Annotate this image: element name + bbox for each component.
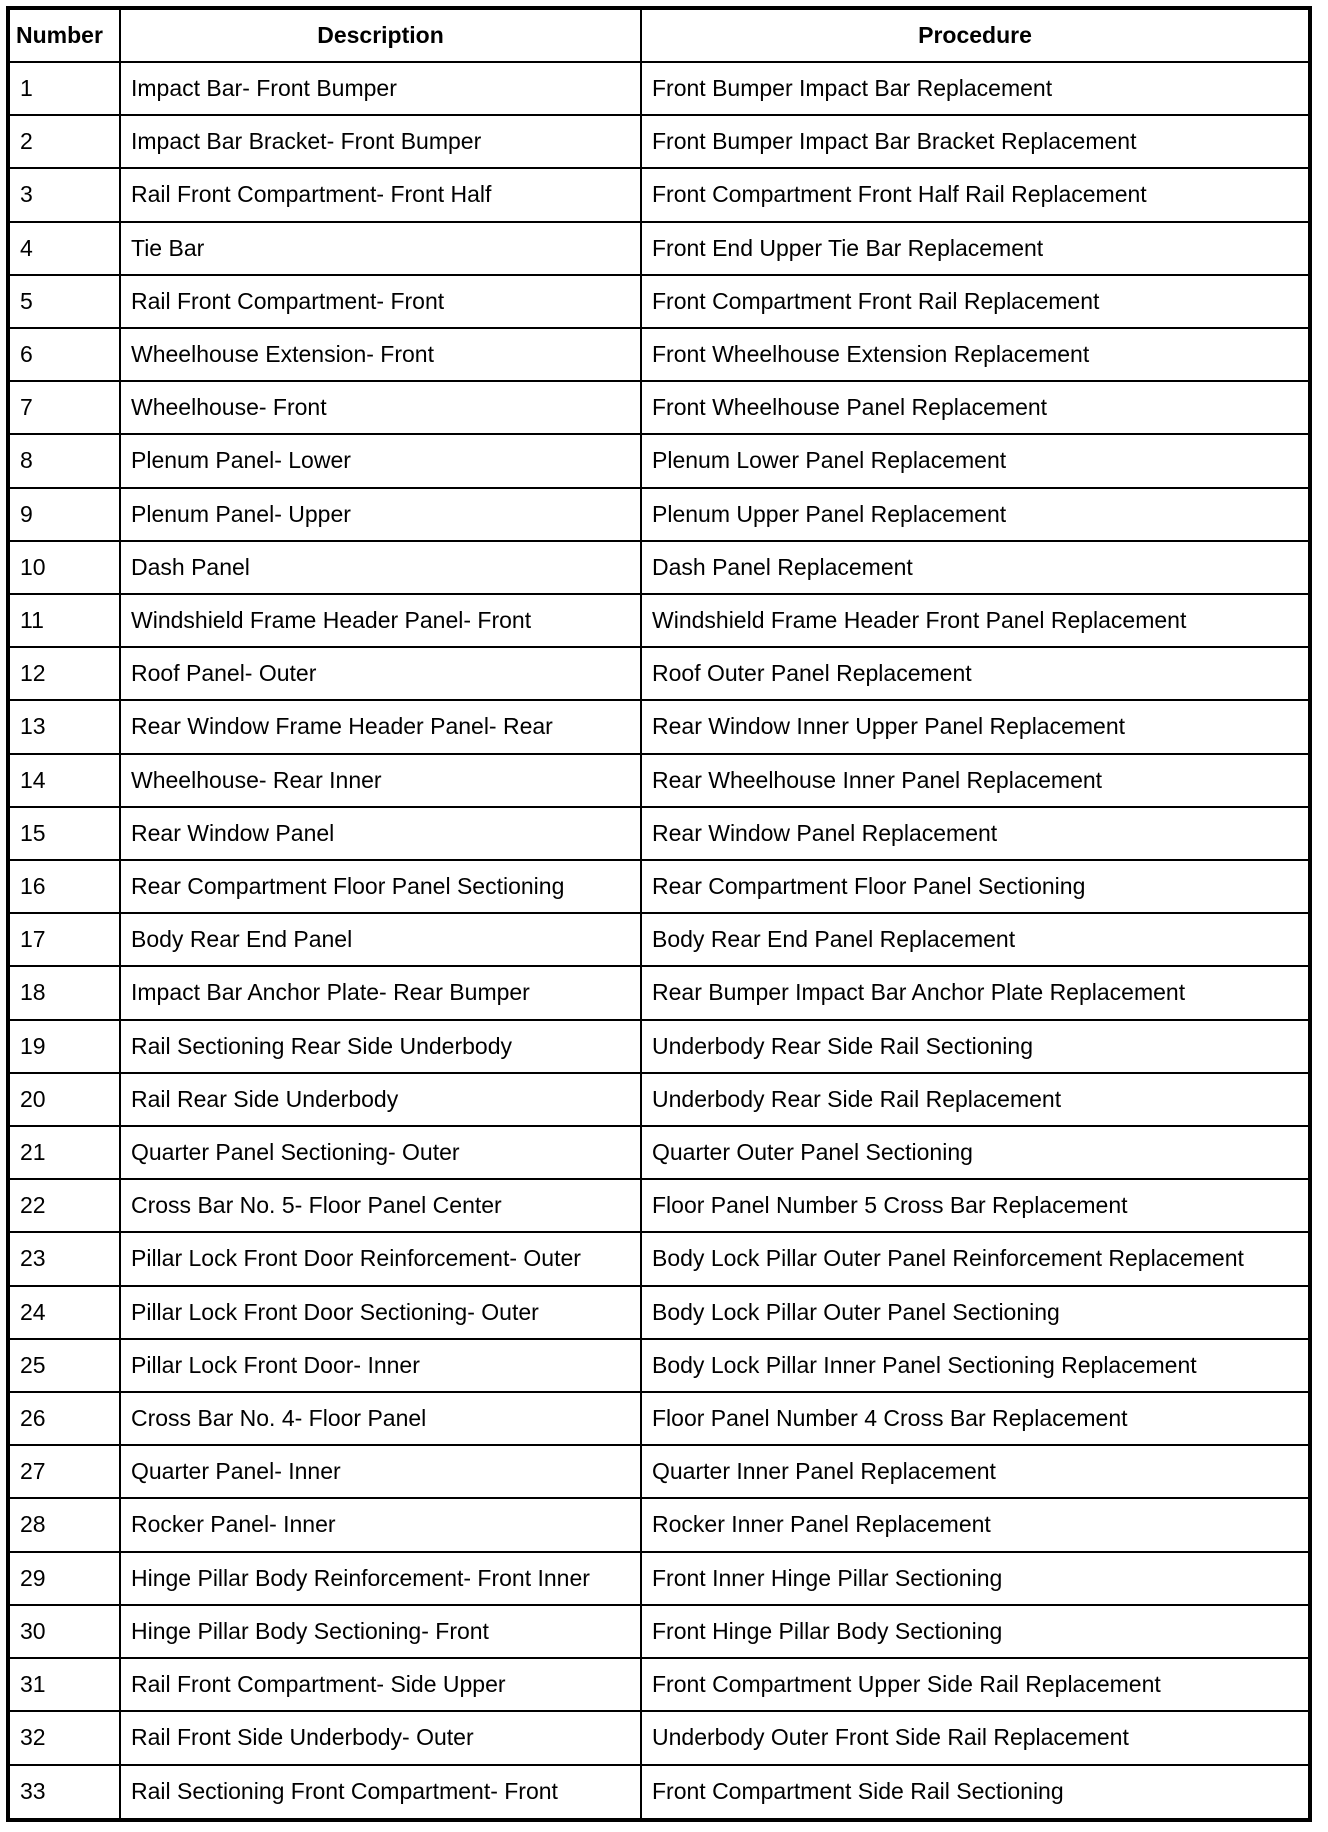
cell-description: Rail Rear Side Underbody bbox=[120, 1073, 641, 1126]
cell-number: 30 bbox=[10, 1605, 120, 1658]
cell-number: 19 bbox=[10, 1020, 120, 1073]
header-row bbox=[10, 10, 1308, 62]
cell-description: Wheelhouse Extension- Front bbox=[120, 328, 641, 381]
cell-procedure: Rear Wheelhouse Inner Panel Replacement bbox=[641, 754, 1308, 807]
cell-description: Tie Bar bbox=[120, 222, 641, 275]
cell-number: 24 bbox=[10, 1286, 120, 1339]
cell-number: 8 bbox=[10, 434, 120, 487]
table-row bbox=[10, 381, 1308, 434]
table-row bbox=[10, 1020, 1308, 1073]
cell-number: 2 bbox=[10, 115, 120, 168]
table-row bbox=[10, 1605, 1308, 1658]
cell-number: 7 bbox=[10, 381, 120, 434]
cell-procedure: Rear Window Inner Upper Panel Replacement bbox=[641, 700, 1308, 753]
cell-description: Hinge Pillar Body Reinforcement- Front Inner bbox=[120, 1552, 641, 1605]
cell-description: Roof Panel- Outer bbox=[120, 647, 641, 700]
parts-table bbox=[6, 6, 1312, 1822]
table-row bbox=[10, 700, 1308, 753]
header-description: Description bbox=[120, 10, 641, 62]
table-row bbox=[10, 966, 1308, 1019]
cell-number: 20 bbox=[10, 1073, 120, 1126]
cell-description: Pillar Lock Front Door- Inner bbox=[120, 1339, 641, 1392]
table-row bbox=[10, 434, 1308, 487]
cell-procedure: Body Rear End Panel Replacement bbox=[641, 913, 1308, 966]
cell-description: Rail Front Compartment- Front bbox=[120, 275, 641, 328]
cell-description: Rear Compartment Floor Panel Sectioning bbox=[120, 860, 641, 913]
cell-procedure: Dash Panel Replacement bbox=[641, 541, 1308, 594]
cell-description: Rocker Panel- Inner bbox=[120, 1498, 641, 1551]
cell-description: Cross Bar No. 5- Floor Panel Center bbox=[120, 1179, 641, 1232]
cell-procedure: Body Lock Pillar Inner Panel Sectioning Replacement bbox=[641, 1339, 1308, 1392]
cell-number: 28 bbox=[10, 1498, 120, 1551]
table-row bbox=[10, 1232, 1308, 1285]
cell-procedure: Body Lock Pillar Outer Panel Sectioning bbox=[641, 1286, 1308, 1339]
cell-description: Pillar Lock Front Door Reinforcement- Outer bbox=[120, 1232, 641, 1285]
cell-description: Pillar Lock Front Door Sectioning- Outer bbox=[120, 1286, 641, 1339]
cell-number: 17 bbox=[10, 913, 120, 966]
cell-description: Rail Sectioning Rear Side Underbody bbox=[120, 1020, 641, 1073]
cell-number: 9 bbox=[10, 488, 120, 541]
cell-description: Quarter Panel Sectioning- Outer bbox=[120, 1126, 641, 1179]
cell-procedure: Front Wheelhouse Extension Replacement bbox=[641, 328, 1308, 381]
cell-procedure: Front Wheelhouse Panel Replacement bbox=[641, 381, 1308, 434]
cell-procedure: Underbody Rear Side Rail Sectioning bbox=[641, 1020, 1308, 1073]
cell-number: 15 bbox=[10, 807, 120, 860]
cell-description: Impact Bar Bracket- Front Bumper bbox=[120, 115, 641, 168]
cell-description: Impact Bar- Front Bumper bbox=[120, 62, 641, 115]
cell-procedure: Underbody Rear Side Rail Replacement bbox=[641, 1073, 1308, 1126]
cell-description: Cross Bar No. 4- Floor Panel bbox=[120, 1392, 641, 1445]
cell-procedure: Front Bumper Impact Bar Replacement bbox=[641, 62, 1308, 115]
parts-procedure-table bbox=[10, 10, 1308, 1818]
cell-description: Rail Front Side Underbody- Outer bbox=[120, 1711, 641, 1764]
table-row bbox=[10, 1286, 1308, 1339]
cell-description: Rail Front Compartment- Side Upper bbox=[120, 1658, 641, 1711]
table-row bbox=[10, 1179, 1308, 1232]
cell-procedure: Body Lock Pillar Outer Panel Reinforcement Replacement bbox=[641, 1232, 1308, 1285]
table-row bbox=[10, 807, 1308, 860]
cell-number: 22 bbox=[10, 1179, 120, 1232]
cell-description: Dash Panel bbox=[120, 541, 641, 594]
cell-procedure: Quarter Inner Panel Replacement bbox=[641, 1445, 1308, 1498]
table-row bbox=[10, 860, 1308, 913]
cell-number: 3 bbox=[10, 168, 120, 221]
cell-procedure: Rocker Inner Panel Replacement bbox=[641, 1498, 1308, 1551]
table-row bbox=[10, 1339, 1308, 1392]
cell-number: 21 bbox=[10, 1126, 120, 1179]
cell-number: 29 bbox=[10, 1552, 120, 1605]
cell-procedure: Floor Panel Number 5 Cross Bar Replacement bbox=[641, 1179, 1308, 1232]
cell-number: 6 bbox=[10, 328, 120, 381]
cell-number: 1 bbox=[10, 62, 120, 115]
cell-procedure: Front Compartment Front Rail Replacement bbox=[641, 275, 1308, 328]
cell-description: Rail Front Compartment- Front Half bbox=[120, 168, 641, 221]
header-procedure: Procedure bbox=[641, 10, 1308, 62]
cell-procedure: Floor Panel Number 4 Cross Bar Replacement bbox=[641, 1392, 1308, 1445]
cell-number: 11 bbox=[10, 594, 120, 647]
table-row bbox=[10, 754, 1308, 807]
table-row bbox=[10, 1498, 1308, 1551]
cell-procedure: Rear Compartment Floor Panel Sectioning bbox=[641, 860, 1308, 913]
cell-number: 12 bbox=[10, 647, 120, 700]
cell-number: 25 bbox=[10, 1339, 120, 1392]
cell-number: 18 bbox=[10, 966, 120, 1019]
table-row bbox=[10, 275, 1308, 328]
cell-number: 33 bbox=[10, 1765, 120, 1819]
cell-description: Wheelhouse- Front bbox=[120, 381, 641, 434]
cell-description: Plenum Panel- Upper bbox=[120, 488, 641, 541]
cell-description: Hinge Pillar Body Sectioning- Front bbox=[120, 1605, 641, 1658]
table-row bbox=[10, 1765, 1308, 1819]
cell-procedure: Quarter Outer Panel Sectioning bbox=[641, 1126, 1308, 1179]
table-row bbox=[10, 115, 1308, 168]
table-row bbox=[10, 913, 1308, 966]
cell-number: 23 bbox=[10, 1232, 120, 1285]
table-row bbox=[10, 1126, 1308, 1179]
cell-number: 16 bbox=[10, 860, 120, 913]
cell-number: 32 bbox=[10, 1711, 120, 1764]
cell-procedure: Front Compartment Upper Side Rail Replacement bbox=[641, 1658, 1308, 1711]
cell-number: 14 bbox=[10, 754, 120, 807]
table-row bbox=[10, 1711, 1308, 1764]
table-row bbox=[10, 1658, 1308, 1711]
table-row bbox=[10, 1552, 1308, 1605]
cell-description: Plenum Panel- Lower bbox=[120, 434, 641, 487]
cell-description: Impact Bar Anchor Plate- Rear Bumper bbox=[120, 966, 641, 1019]
cell-number: 26 bbox=[10, 1392, 120, 1445]
cell-description: Windshield Frame Header Panel- Front bbox=[120, 594, 641, 647]
cell-number: 5 bbox=[10, 275, 120, 328]
header-number: Number bbox=[10, 10, 120, 62]
cell-description: Quarter Panel- Inner bbox=[120, 1445, 641, 1498]
cell-procedure: Front End Upper Tie Bar Replacement bbox=[641, 222, 1308, 275]
cell-description: Rail Sectioning Front Compartment- Front bbox=[120, 1765, 641, 1819]
table-row bbox=[10, 594, 1308, 647]
cell-procedure: Rear Bumper Impact Bar Anchor Plate Replacement bbox=[641, 966, 1308, 1019]
table-row bbox=[10, 1445, 1308, 1498]
cell-procedure: Front Inner Hinge Pillar Sectioning bbox=[641, 1552, 1308, 1605]
table-row bbox=[10, 168, 1308, 221]
cell-number: 10 bbox=[10, 541, 120, 594]
cell-procedure: Front Hinge Pillar Body Sectioning bbox=[641, 1605, 1308, 1658]
cell-number: 31 bbox=[10, 1658, 120, 1711]
cell-procedure: Front Bumper Impact Bar Bracket Replacement bbox=[641, 115, 1308, 168]
cell-description: Wheelhouse- Rear Inner bbox=[120, 754, 641, 807]
cell-procedure: Windshield Frame Header Front Panel Replacement bbox=[641, 594, 1308, 647]
cell-procedure: Plenum Upper Panel Replacement bbox=[641, 488, 1308, 541]
cell-procedure: Rear Window Panel Replacement bbox=[641, 807, 1308, 860]
cell-procedure: Front Compartment Side Rail Sectioning bbox=[641, 1765, 1308, 1819]
cell-procedure: Plenum Lower Panel Replacement bbox=[641, 434, 1308, 487]
cell-procedure: Roof Outer Panel Replacement bbox=[641, 647, 1308, 700]
cell-procedure: Front Compartment Front Half Rail Replacement bbox=[641, 168, 1308, 221]
cell-description: Rear Window Panel bbox=[120, 807, 641, 860]
cell-number: 4 bbox=[10, 222, 120, 275]
cell-description: Rear Window Frame Header Panel- Rear bbox=[120, 700, 641, 753]
table-row bbox=[10, 647, 1308, 700]
table-row bbox=[10, 1392, 1308, 1445]
table-row bbox=[10, 488, 1308, 541]
table-row bbox=[10, 541, 1308, 594]
table-row bbox=[10, 62, 1308, 115]
table-row bbox=[10, 328, 1308, 381]
cell-description: Body Rear End Panel bbox=[120, 913, 641, 966]
cell-number: 27 bbox=[10, 1445, 120, 1498]
cell-procedure: Underbody Outer Front Side Rail Replacement bbox=[641, 1711, 1308, 1764]
table-row bbox=[10, 222, 1308, 275]
cell-number: 13 bbox=[10, 700, 120, 753]
table-row bbox=[10, 1073, 1308, 1126]
